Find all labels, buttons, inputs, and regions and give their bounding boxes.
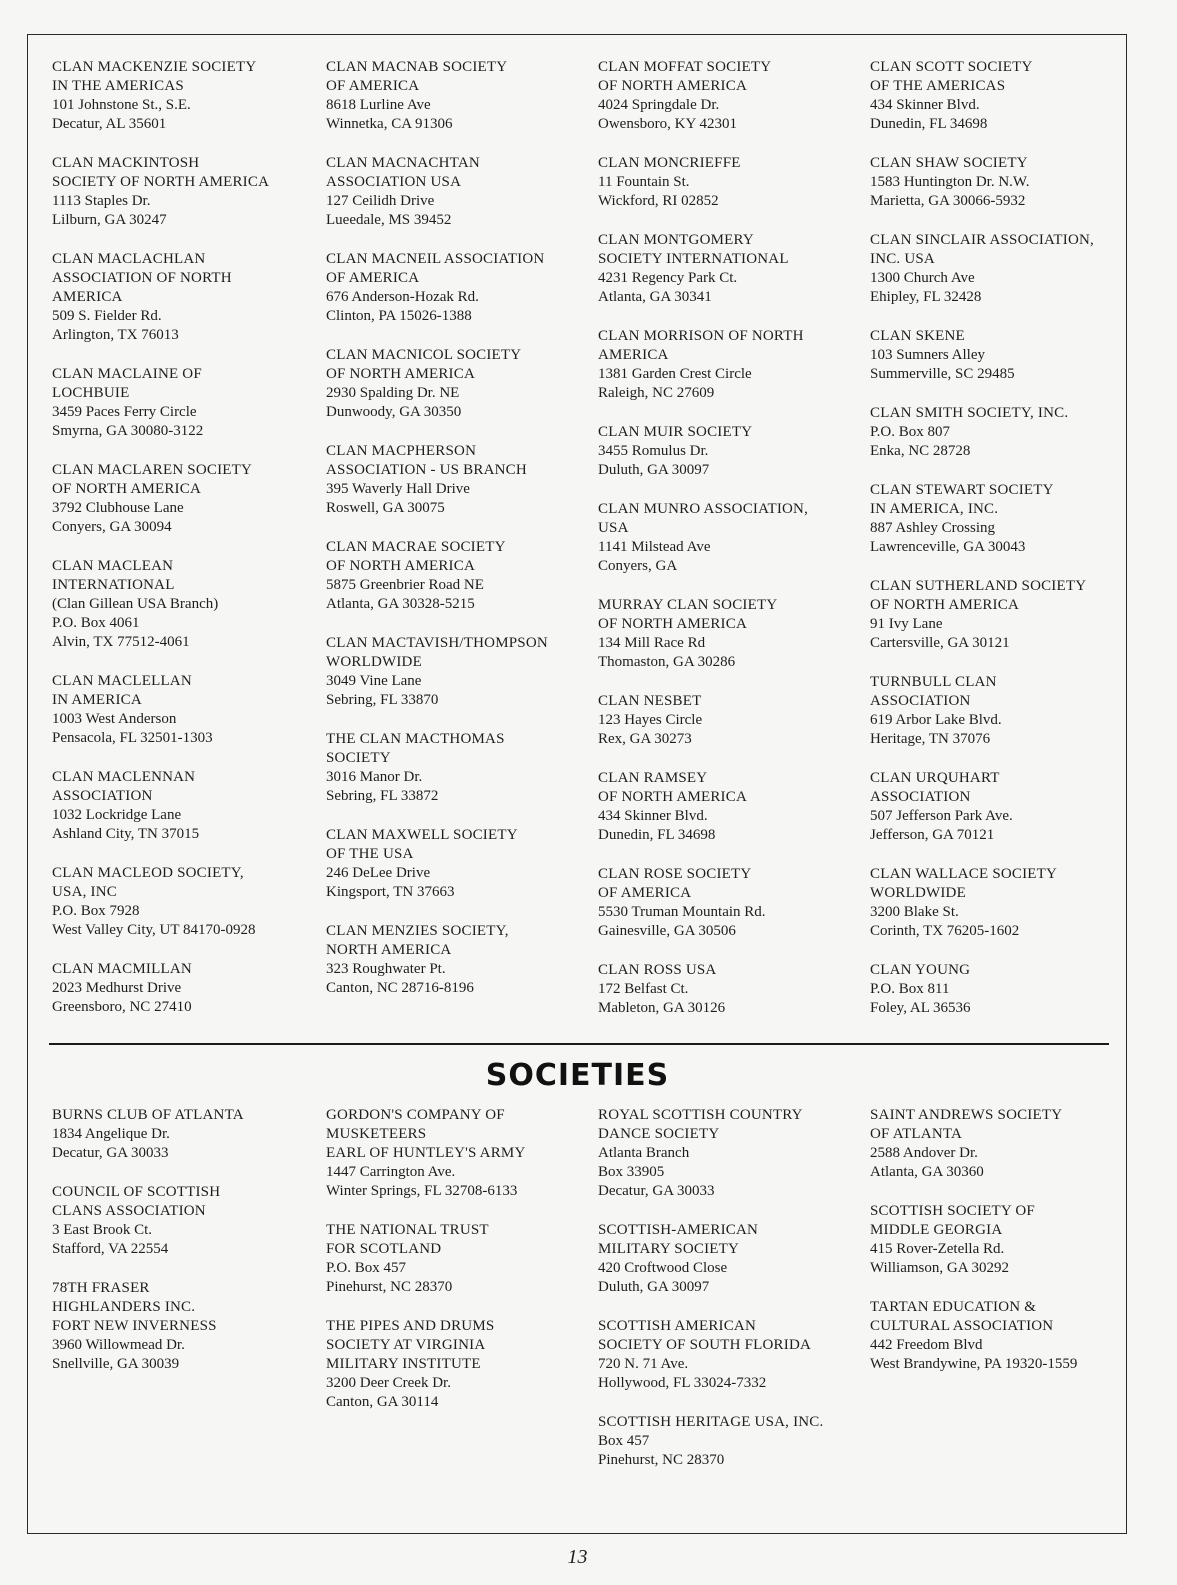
organization-name: SOCIETY INTERNATIONAL [598, 251, 789, 267]
organization-name: CLAN MACPHERSON [326, 443, 477, 459]
address-line: 246 DeLee Drive [326, 865, 431, 881]
directory-column [326, 1106, 598, 1490]
directory-entry [52, 672, 326, 748]
address-line: Lawrenceville, GA 30043 [870, 539, 1026, 555]
directory-entry [598, 1317, 870, 1393]
address-line: 395 Waverly Hall Drive [326, 481, 470, 497]
organization-name: ASSOCIATION [870, 789, 971, 805]
organization-name: IN AMERICA [52, 692, 142, 708]
address-line: 101 Johnstone St., S.E. [52, 97, 191, 113]
directory-entry [326, 1106, 598, 1201]
address-line: Decatur, GA 30033 [598, 1183, 715, 1199]
organization-name: HIGHLANDERS INC. [52, 1299, 196, 1315]
address-line: 420 Croftwood Close [598, 1260, 728, 1276]
organization-name: CLAN MUNRO ASSOCIATION, [598, 501, 809, 517]
directory-entry [52, 557, 326, 652]
address-line: Pensacola, FL 32501-1303 [52, 730, 213, 746]
organization-name: ASSOCIATION USA [326, 174, 462, 190]
directory-entry [598, 58, 870, 134]
organization-name: CLAN ROSE SOCIETY [598, 866, 752, 882]
directory-entry [326, 730, 598, 806]
address-line: Kingsport, TN 37663 [326, 884, 455, 900]
organization-name: CLAN MACLENNAN [52, 769, 196, 785]
address-line: Arlington, TX 76013 [52, 327, 179, 343]
address-line: 11 Fountain St. [598, 174, 690, 190]
directory-entry [52, 1106, 326, 1163]
organization-name: ASSOCIATION OF NORTH [52, 270, 232, 286]
directory-entry [870, 404, 1136, 461]
address-line: 887 Ashley Crossing [870, 520, 996, 536]
address-line: Sebring, FL 33872 [326, 788, 439, 804]
address-line: 1583 Huntington Dr. N.W. [870, 174, 1030, 190]
organization-name: USA, INC [52, 884, 117, 900]
address-line: 127 Ceilidh Drive [326, 193, 435, 209]
organization-name: CLAN MAXWELL SOCIETY [326, 827, 518, 843]
address-line: Williamson, GA 30292 [870, 1260, 1009, 1276]
directory-entry [598, 327, 870, 403]
address-line: Duluth, GA 30097 [598, 462, 710, 478]
address-line: Thomaston, GA 30286 [598, 654, 736, 670]
organization-name: SOCIETY [326, 750, 391, 766]
directory-entry [52, 250, 326, 345]
organization-name: CLAN URQUHART [870, 770, 1000, 786]
directory-column [52, 58, 326, 1038]
address-line: 134 Mill Race Rd [598, 635, 706, 651]
organization-name: CLAN MOFFAT SOCIETY [598, 59, 772, 75]
organization-name: CLAN ROSS USA [598, 962, 717, 978]
address-line: 3960 Willowmead Dr. [52, 1337, 185, 1353]
organization-name: MILITARY INSTITUTE [326, 1356, 481, 1372]
address-line: Box 457 [598, 1433, 650, 1449]
address-line: Wickford, RI 02852 [598, 193, 719, 209]
address-line: 2930 Spalding Dr. NE [326, 385, 460, 401]
organization-name: CLAN MONTGOMERY [598, 232, 754, 248]
address-line: 4024 Springdale Dr. [598, 97, 720, 113]
address-line: P.O. Box 7928 [52, 903, 140, 919]
organization-name: WORLDWIDE [326, 654, 422, 670]
organization-name: OF NORTH AMERICA [326, 366, 475, 382]
organization-name: CLAN SUTHERLAND SOCIETY [870, 578, 1087, 594]
address-line: Box 33905 [598, 1164, 665, 1180]
organization-name: CLAN MACNACHTAN [326, 155, 480, 171]
organization-name: IN THE AMERICAS [52, 78, 184, 94]
address-line: 720 N. 71 Ave. [598, 1356, 689, 1372]
address-line: Canton, NC 28716-8196 [326, 980, 474, 996]
organization-name: CLAN YOUNG [870, 962, 971, 978]
address-line: Summerville, SC 29485 [870, 366, 1015, 382]
organization-name: THE NATIONAL TRUST [326, 1222, 489, 1238]
organization-name: CLAN MORRISON OF NORTH [598, 328, 804, 344]
directory-entry [598, 231, 870, 307]
directory-entry [52, 768, 326, 844]
address-line: Duluth, GA 30097 [598, 1279, 710, 1295]
organization-name: CLAN MACLAINE OF [52, 366, 202, 382]
organization-name: CLAN SINCLAIR ASSOCIATION, [870, 232, 1094, 248]
directory-column [598, 58, 870, 1038]
address-line: Atlanta, GA 30360 [870, 1164, 984, 1180]
organization-name: CLAN WALLACE SOCIETY [870, 866, 1058, 882]
directory-entry [52, 1279, 326, 1374]
address-line: 2588 Andover Dr. [870, 1145, 978, 1161]
organization-name: SCOTTISH AMERICAN [598, 1318, 756, 1334]
directory-entry [326, 538, 598, 614]
directory-column [870, 58, 1136, 1038]
clan-directory [52, 58, 1136, 1038]
address-line: Pinehurst, NC 28370 [326, 1279, 453, 1295]
organization-name: CLAN STEWART SOCIETY [870, 482, 1054, 498]
directory-entry [598, 1413, 870, 1470]
address-line: Marietta, GA 30066-5932 [870, 193, 1026, 209]
directory-entry [326, 346, 598, 422]
organization-name: SCOTTISH SOCIETY OF [870, 1203, 1035, 1219]
address-line: 434 Skinner Blvd. [870, 97, 980, 113]
directory-entry [52, 58, 326, 134]
address-line: Ashland City, TN 37015 [52, 826, 200, 842]
organization-name: CLAN MACLACHLAN [52, 251, 206, 267]
directory-entry [598, 423, 870, 480]
organization-name: CLAN MACLAREN SOCIETY [52, 462, 253, 478]
organization-name: CLAN SMITH SOCIETY, INC. [870, 405, 1069, 421]
address-line: Lilburn, GA 30247 [52, 212, 167, 228]
organization-name: OF NORTH AMERICA [598, 616, 747, 632]
organization-name: OF AMERICA [326, 270, 420, 286]
organization-name: SOCIETY AT VIRGINIA [326, 1337, 486, 1353]
directory-column [326, 58, 598, 1038]
address-line: Atlanta, GA 30341 [598, 289, 712, 305]
organization-name: IN AMERICA, INC. [870, 501, 999, 517]
organization-name: ASSOCIATION [52, 788, 153, 804]
address-line: Raleigh, NC 27609 [598, 385, 715, 401]
organization-name: CLAN SHAW SOCIETY [870, 155, 1028, 171]
organization-name: WORLDWIDE [870, 885, 966, 901]
organization-name: TARTAN EDUCATION & [870, 1299, 1037, 1315]
organization-name: CLAN SCOTT SOCIETY [870, 59, 1033, 75]
organization-name: CULTURAL ASSOCIATION [870, 1318, 1054, 1334]
organization-name: ASSOCIATION [870, 693, 971, 709]
address-line: Snellville, GA 30039 [52, 1356, 180, 1372]
address-line: 1834 Angelique Dr. [52, 1126, 170, 1142]
organization-name: LOCHBUIE [52, 385, 130, 401]
directory-entry [870, 769, 1136, 845]
directory-entry [52, 365, 326, 441]
organization-name: CLAN RAMSEY [598, 770, 708, 786]
address-line: 509 S. Fielder Rd. [52, 308, 162, 324]
organization-name: CLAN MUIR SOCIETY [598, 424, 753, 440]
address-line: 3200 Blake St. [870, 904, 959, 920]
directory-entry [326, 922, 598, 998]
address-line: Conyers, GA 30094 [52, 519, 172, 535]
address-line: 1447 Carrington Ave. [326, 1164, 456, 1180]
directory-entry [52, 154, 326, 230]
address-line: 3455 Romulus Dr. [598, 443, 709, 459]
organization-name: ROYAL SCOTTISH COUNTRY [598, 1107, 803, 1123]
organization-name: OF ATLANTA [870, 1126, 963, 1142]
organization-name: SCOTTISH HERITAGE USA, INC. [598, 1414, 824, 1430]
directory-column [52, 1106, 326, 1490]
organization-name: OF THE USA [326, 846, 414, 862]
address-line: Sebring, FL 33870 [326, 692, 439, 708]
organization-name: SAINT ANDREWS SOCIETY [870, 1107, 1063, 1123]
directory-entry [326, 826, 598, 902]
address-line: West Valley City, UT 84170-0928 [52, 922, 256, 938]
directory-entry [870, 577, 1136, 653]
address-line: Alvin, TX 77512-4061 [52, 634, 190, 650]
organization-name: 78TH FRASER [52, 1280, 150, 1296]
address-line: Dunwoody, GA 30350 [326, 404, 462, 420]
address-line: Smyrna, GA 30080-3122 [52, 423, 204, 439]
address-line: Canton, GA 30114 [326, 1394, 439, 1410]
directory-entry [326, 154, 598, 230]
address-line: Atlanta Branch [598, 1145, 690, 1161]
address-line: 3016 Manor Dr. [326, 769, 423, 785]
organization-name: GORDON'S COMPANY OF [326, 1107, 505, 1123]
address-line: Rex, GA 30273 [598, 731, 692, 747]
address-line: 5530 Truman Mountain Rd. [598, 904, 766, 920]
organization-name: CLAN MACKENZIE SOCIETY [52, 59, 257, 75]
address-line: 4231 Regency Park Ct. [598, 270, 738, 286]
address-line: 415 Rover-Zetella Rd. [870, 1241, 1005, 1257]
organization-name: EARL OF HUNTLEY'S ARMY [326, 1145, 526, 1161]
address-line: Greensboro, NC 27410 [52, 999, 192, 1015]
address-line: Corinth, TX 76205-1602 [870, 923, 1020, 939]
directory-entry [52, 864, 326, 940]
organization-name: OF NORTH AMERICA [870, 597, 1019, 613]
organization-name: MIDDLE GEORGIA [870, 1222, 1003, 1238]
organization-name: OF AMERICA [598, 885, 692, 901]
organization-name: CLAN MACLELLAN [52, 673, 192, 689]
organization-name: OF NORTH AMERICA [326, 558, 475, 574]
organization-name: DANCE SOCIETY [598, 1126, 720, 1142]
organization-name: SOCIETY OF NORTH AMERICA [52, 174, 270, 190]
address-line: 3 East Brook Ct. [52, 1222, 152, 1238]
organization-name: CLAN MENZIES SOCIETY, [326, 923, 509, 939]
address-line: 5875 Greenbrier Road NE [326, 577, 484, 593]
address-line: 2023 Medhurst Drive [52, 980, 182, 996]
address-line: P.O. Box 807 [870, 424, 951, 440]
address-line: Foley, AL 36536 [870, 1000, 971, 1016]
directory-entry [598, 1221, 870, 1297]
organization-name: CLAN NESBET [598, 693, 702, 709]
address-line: Cartersville, GA 30121 [870, 635, 1010, 651]
address-line: 507 Jefferson Park Ave. [870, 808, 1013, 824]
directory-entry [326, 442, 598, 518]
address-line: Ehipley, FL 32428 [870, 289, 982, 305]
organization-name: MURRAY CLAN SOCIETY [598, 597, 778, 613]
address-line: P.O. Box 457 [326, 1260, 407, 1276]
address-line: Clinton, PA 15026-1388 [326, 308, 472, 324]
directory-entry [870, 231, 1136, 307]
directory-entry [598, 769, 870, 845]
address-line: Heritage, TN 37076 [870, 731, 991, 747]
directory-entry [870, 865, 1136, 941]
address-line: 1300 Church Ave [870, 270, 975, 286]
address-line: 323 Roughwater Pt. [326, 961, 446, 977]
organization-name: CLAN SKENE [870, 328, 965, 344]
organization-name: THE PIPES AND DRUMS [326, 1318, 495, 1334]
address-line: 1381 Garden Crest Circle [598, 366, 752, 382]
organization-name: INTERNATIONAL [52, 577, 175, 593]
directory-entry [870, 1202, 1136, 1278]
address-line: Dunedin, FL 34698 [598, 827, 716, 843]
organization-name: CLAN MACNICOL SOCIETY [326, 347, 522, 363]
societies-heading: SOCIETIES [485, 1058, 670, 1093]
address-line: Lueedale, MS 39452 [326, 212, 452, 228]
directory-entry [598, 692, 870, 749]
address-line: 103 Sumners Alley [870, 347, 985, 363]
address-line: Owensboro, KY 42301 [598, 116, 738, 132]
address-line: Decatur, AL 35601 [52, 116, 167, 132]
directory-entry [870, 481, 1136, 557]
organization-name: CLAN MACLEAN [52, 558, 174, 574]
organization-name: OF NORTH AMERICA [52, 481, 201, 497]
organization-name: MUSKETEERS [326, 1126, 427, 1142]
directory-entry [870, 673, 1136, 749]
organization-name: OF AMERICA [326, 78, 420, 94]
directory-entry [52, 1183, 326, 1259]
organization-name: OF NORTH AMERICA [598, 789, 747, 805]
address-line: Pinehurst, NC 28370 [598, 1452, 725, 1468]
directory-column [870, 1106, 1136, 1490]
organization-name: CLAN MACRAE SOCIETY [326, 539, 506, 555]
address-line: 172 Belfast Ct. [598, 981, 689, 997]
organization-name: AMERICA [52, 289, 123, 305]
directory-entry [52, 461, 326, 537]
organization-name: NORTH AMERICA [326, 942, 452, 958]
directory-entry [598, 1106, 870, 1201]
address-line: Winnetka, CA 91306 [326, 116, 453, 132]
address-line: Conyers, GA [598, 558, 678, 574]
organization-name: CLAN MACNEIL ASSOCIATION [326, 251, 545, 267]
address-line: 91 Ivy Lane [870, 616, 943, 632]
organization-name: CLAN MONCRIEFFE [598, 155, 741, 171]
address-line: 1113 Staples Dr. [52, 193, 151, 209]
directory-entry [870, 154, 1136, 211]
address-line: Stafford, VA 22554 [52, 1241, 169, 1257]
directory-entry [870, 1298, 1136, 1374]
address-line: 1003 West Anderson [52, 711, 177, 727]
organization-name: SCOTTISH-AMERICAN [598, 1222, 759, 1238]
organization-name: OF THE AMERICAS [870, 78, 1006, 94]
directory-entry [598, 154, 870, 211]
address-line: 3049 Vine Lane [326, 673, 422, 689]
address-line: Mableton, GA 30126 [598, 1000, 726, 1016]
directory-entry [870, 58, 1136, 134]
organization-name: CLAN MACKINTOSH [52, 155, 200, 171]
organization-name: BURNS CLUB OF ATLANTA [52, 1107, 244, 1123]
organization-name: CLAN MACLEOD SOCIETY, [52, 865, 244, 881]
organization-name: CLAN MACNAB SOCIETY [326, 59, 508, 75]
address-line: 619 Arbor Lake Blvd. [870, 712, 1002, 728]
organization-name: THE CLAN MACTHOMAS [326, 731, 505, 747]
directory-entry [326, 250, 598, 326]
directory-entry [870, 327, 1136, 384]
directory-entry [598, 596, 870, 672]
address-line: West Brandywine, PA 19320-1559 [870, 1356, 1078, 1372]
directory-column [598, 1106, 870, 1490]
address-line: 8618 Lurline Ave [326, 97, 431, 113]
address-line: 442 Freedom Blvd [870, 1337, 983, 1353]
address-line: (Clan Gillean USA Branch) [52, 596, 219, 612]
organization-name: COUNCIL OF SCOTTISH [52, 1184, 221, 1200]
address-line: Hollywood, FL 33024-7332 [598, 1375, 767, 1391]
organization-name: CLAN MACTAVISH/THOMPSON [326, 635, 548, 651]
directory-entry [52, 960, 326, 1017]
directory-entry [326, 58, 598, 134]
address-line: Roswell, GA 30075 [326, 500, 445, 516]
address-line: P.O. Box 4061 [52, 615, 140, 631]
organization-name: OF NORTH AMERICA [598, 78, 747, 94]
page-number: 13 [567, 1546, 588, 1568]
directory-entry [598, 865, 870, 941]
address-line: Enka, NC 28728 [870, 443, 971, 459]
address-line: 3200 Deer Creek Dr. [326, 1375, 451, 1391]
directory-entry [326, 1317, 598, 1412]
address-line: Decatur, GA 30033 [52, 1145, 169, 1161]
organization-name: SOCIETY OF SOUTH FLORIDA [598, 1337, 812, 1353]
organization-name: FORT NEW INVERNESS [52, 1318, 217, 1334]
organization-name: AMERICA [598, 347, 669, 363]
address-line: 676 Anderson-Hozak Rd. [326, 289, 479, 305]
organization-name: ASSOCIATION - US BRANCH [326, 462, 527, 478]
address-line: Winter Springs, FL 32708-6133 [326, 1183, 518, 1199]
societies-directory [52, 1106, 1136, 1490]
address-line: 3792 Clubhouse Lane [52, 500, 184, 516]
address-line: Gainesville, GA 30506 [598, 923, 736, 939]
address-line: Atlanta, GA 30328-5215 [326, 596, 475, 612]
address-line: 123 Hayes Circle [598, 712, 703, 728]
directory-entry [870, 961, 1136, 1018]
address-line: 434 Skinner Blvd. [598, 808, 708, 824]
organization-name: MILITARY SOCIETY [598, 1241, 740, 1257]
directory-entry [598, 500, 870, 576]
directory-entry [326, 634, 598, 710]
organization-name: TURNBULL CLAN [870, 674, 997, 690]
address-line: Jefferson, GA 70121 [870, 827, 995, 843]
organization-name: CLAN MACMILLAN [52, 961, 192, 977]
address-line: 1141 Milstead Ave [598, 539, 711, 555]
directory-entry [870, 1106, 1136, 1182]
address-line: 3459 Paces Ferry Circle [52, 404, 197, 420]
directory-entry [598, 961, 870, 1018]
organization-name: INC. USA [870, 251, 935, 267]
directory-entry [326, 1221, 598, 1297]
section-divider [49, 1043, 1109, 1045]
address-line: 1032 Lockridge Lane [52, 807, 182, 823]
organization-name: USA [598, 520, 629, 536]
organization-name: FOR SCOTLAND [326, 1241, 442, 1257]
address-line: Dunedin, FL 34698 [870, 116, 988, 132]
organization-name: CLANS ASSOCIATION [52, 1203, 206, 1219]
address-line: P.O. Box 811 [870, 981, 950, 997]
